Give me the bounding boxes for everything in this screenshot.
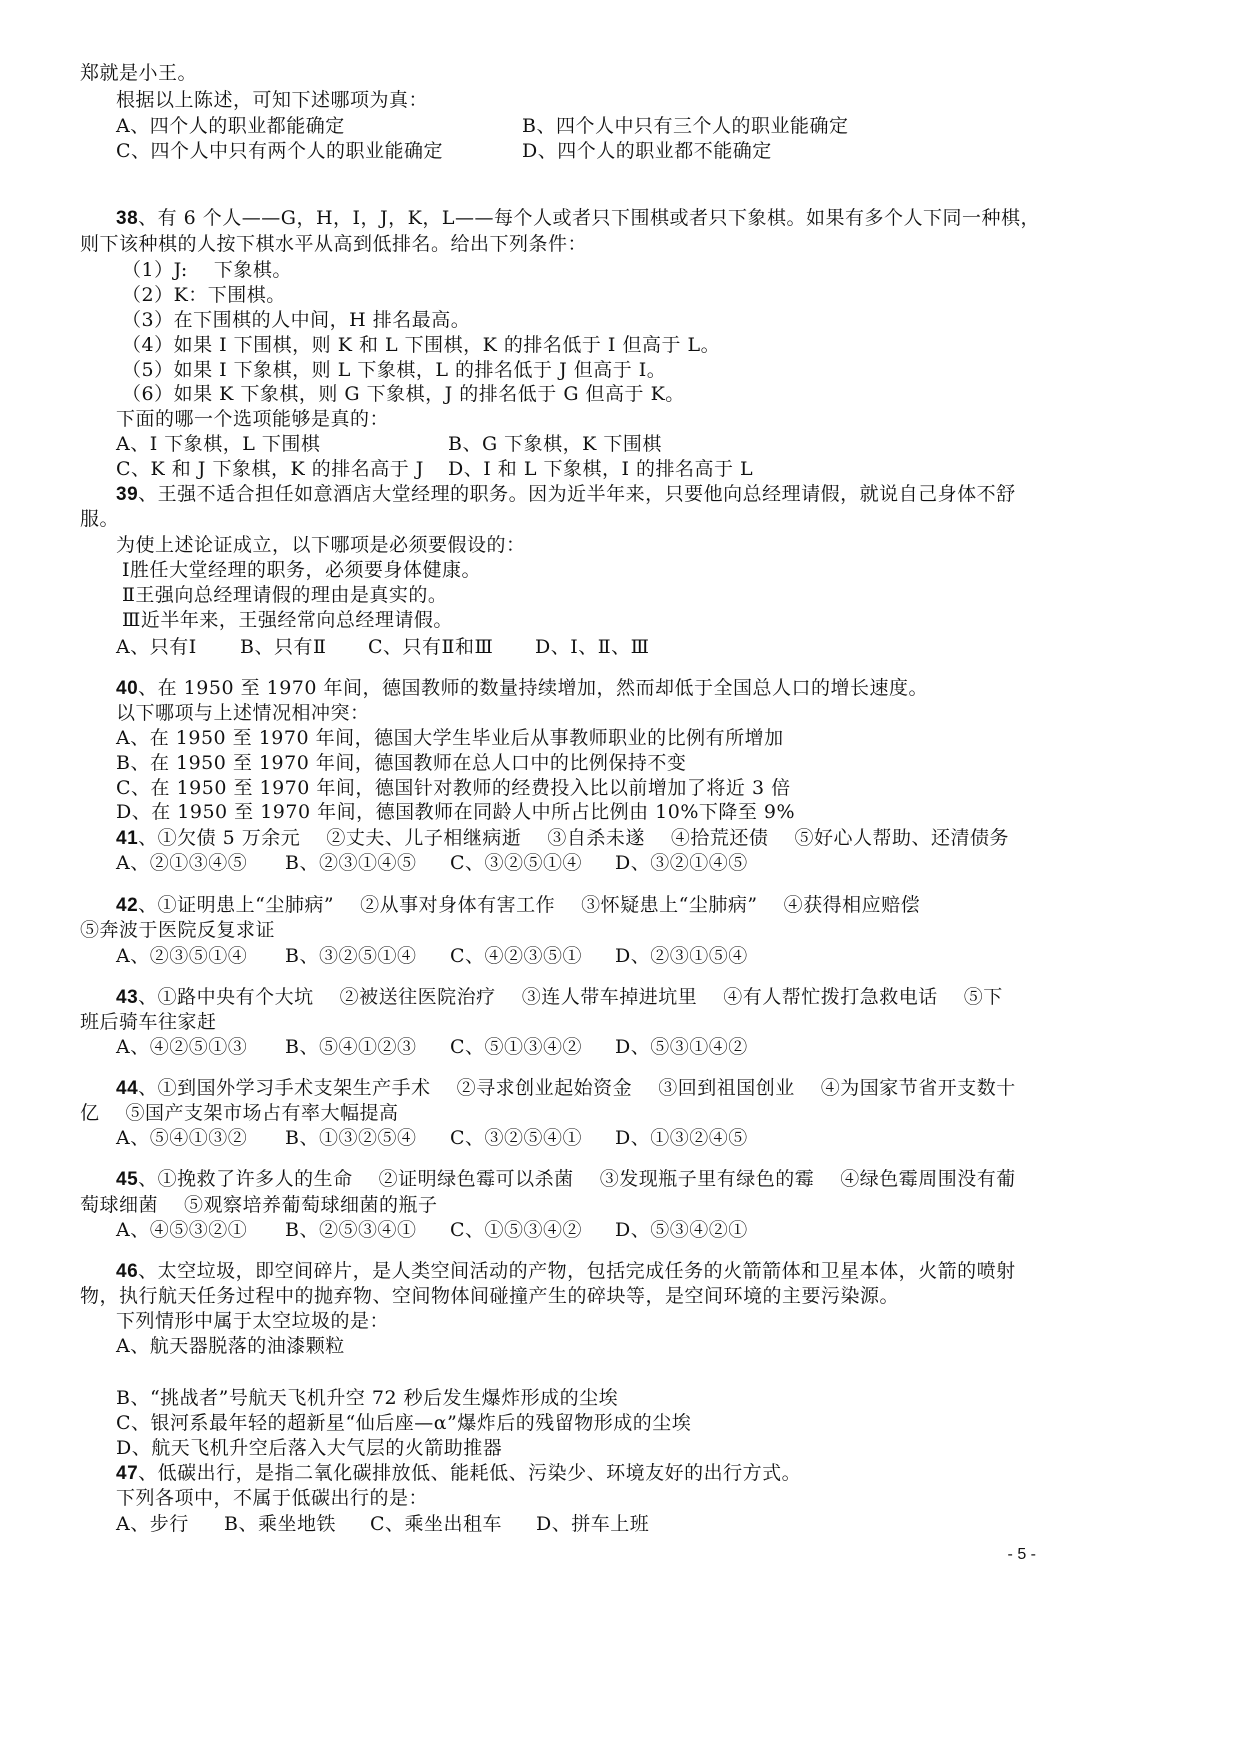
option-d: D、⑤③④②① [615, 1219, 748, 1241]
option-d: D、四个人的职业都不能确定 [522, 140, 772, 162]
statement-1: Ⅰ胜任大堂经理的职务，必须要身体健康。 [122, 559, 482, 581]
statement-2: Ⅱ王强向总经理请假的理由是真实的。 [122, 584, 448, 606]
question-text-cont: 亿 ⑤国产支架市场占有率大幅提高 [80, 1102, 399, 1124]
option-b: B、只有Ⅱ [240, 636, 327, 658]
question-text-cont: 物，执行航天任务过程中的抛弃物、空间物体间碰撞产生的碎块等，是空间环境的主要污染源。 [80, 1285, 900, 1307]
question-number: 45 [116, 1169, 139, 1190]
question-number: 41 [116, 828, 139, 849]
question-prompt: 以下哪项与上述情况相冲突： [116, 702, 370, 724]
option-b: B、G 下象棋，K 下围棋 [448, 433, 662, 455]
question-text: 、有 6 个人——G，H，I，J，K，L——每个人或者只下围棋或者只下象棋。如果有多个人下同一种棋， [138, 207, 1040, 229]
question-44 [116, 1076, 1016, 1101]
option-d: D、⑤③①④② [615, 1036, 748, 1058]
question-text: 、①证明患上“尘肺病” ②从事对身体有害工作 ③怀疑患上“尘肺病” ④获得相应赔偿 [138, 894, 921, 916]
option-c: C、四个人中只有两个人的职业能确定 [116, 140, 444, 162]
option-b: B、②③①④⑤ [285, 852, 417, 874]
option-a: A、步行 [116, 1513, 189, 1535]
question-45 [116, 1167, 1016, 1192]
option-a: A、航天器脱落的油漆颗粒 [116, 1335, 345, 1357]
condition-6: （6）如果 K 下象棋，则 G 下象棋，J 的排名低于 G 但高于 K。 [122, 383, 685, 405]
option-d: D、Ⅰ、Ⅱ、Ⅲ [535, 636, 650, 658]
condition-5: （5）如果 I 下象棋，则 L 下象棋，L 的排名低于 J 但高于 I。 [122, 359, 667, 381]
question-text: 、低碳出行，是指二氧化碳排放低、能耗低、污染少、环境友好的出行方式。 [138, 1462, 802, 1484]
question-text-cont: 班后骑车往家赶 [80, 1011, 217, 1033]
question-number: 42 [116, 895, 139, 916]
question-text-cont: 萄球细菌 ⑤观察培养葡萄球细菌的瓶子 [80, 1194, 438, 1216]
question-number: 39 [116, 484, 139, 505]
option-b: B、①③②⑤④ [285, 1127, 417, 1149]
question-text: 、在 1950 至 1970 年间，德国教师的数量持续增加，然而却低于全国总人口的增长速度。 [138, 677, 929, 699]
question-text: 、①欠债 5 万余元 ②丈夫、儿子相继病逝 ③自杀未遂 ④拾荒还债 ⑤好心人帮助、还清债务 [138, 827, 1009, 849]
question-40 [116, 676, 928, 701]
option-c: C、③②⑤④① [450, 1127, 583, 1149]
option-d: D、②③①⑤④ [615, 945, 748, 967]
option-b: B、四个人中只有三个人的职业能确定 [522, 115, 849, 137]
question-prompt: 下面的哪一个选项能够是真的： [116, 408, 390, 430]
question-number: 40 [116, 678, 139, 699]
question-43 [116, 985, 1003, 1010]
option-b: B、⑤④①②③ [285, 1036, 417, 1058]
condition-4: （4）如果 I 下围棋，则 K 和 L 下围棋，K 的排名低于 I 但高于 L。 [122, 334, 721, 356]
option-b: B、在 1950 至 1970 年间，德国教师在总人口中的比例保持不变 [116, 752, 687, 774]
option-a: A、④⑤③②① [116, 1219, 248, 1241]
option-c: C、银河系最年轻的超新星“仙后座—α”爆炸后的残留物形成的尘埃 [116, 1412, 692, 1434]
option-a: A、I 下象棋，L 下围棋 [116, 433, 321, 455]
option-d: D、在 1950 至 1970 年间，德国教师在同龄人中所占比例由 10%下降至 9% [116, 801, 796, 823]
option-d: D、拼车上班 [536, 1513, 650, 1535]
option-a: A、⑤④①③② [116, 1127, 248, 1149]
condition-1: （1）J: 下象棋。 [122, 259, 292, 281]
question-text: 、①到国外学习手术支架生产手术 ②寻求创业起始资金 ③回到祖国创业 ④为国家节省开支数十 [138, 1077, 1016, 1099]
question-number: 47 [116, 1463, 139, 1484]
question-38 [116, 206, 1040, 231]
option-c: C、①⑤③④② [450, 1219, 583, 1241]
option-c: C、③②⑤①④ [450, 852, 583, 874]
question-prompt: 根据以上陈述，可知下述哪项为真： [116, 89, 429, 111]
option-d: D、③②①④⑤ [615, 852, 748, 874]
option-a: A、②③⑤①④ [116, 945, 248, 967]
question-text-cont: 服。 [80, 508, 120, 530]
option-c: C、在 1950 至 1970 年间，德国针对教师的经费投入比以前增加了将近 3 倍 [116, 777, 791, 799]
option-b: B、“挑战者”号航天飞机升空 72 秒后发生爆炸形成的尘埃 [116, 1387, 619, 1409]
option-a: A、②①③④⑤ [116, 852, 248, 874]
option-d: D、①③②④⑤ [615, 1127, 748, 1149]
question-text: 、王强不适合担任如意酒店大堂经理的职务。因为近半年来，只要他向总经理请假，就说自己身体不舒 [138, 483, 1016, 505]
option-a: A、在 1950 至 1970 年间，德国大学生毕业后从事教师职业的比例有所增加 [116, 727, 784, 749]
option-a: A、只有Ⅰ [116, 636, 197, 658]
question-number: 43 [116, 987, 139, 1008]
option-b: B、乘坐地铁 [224, 1513, 336, 1535]
question-41 [116, 826, 1009, 851]
question-number: 44 [116, 1078, 139, 1099]
option-d: D、航天飞机升空后落入大气层的火箭助推器 [116, 1437, 503, 1459]
option-c: C、K 和 J 下象棋，K 的排名高于 J [116, 458, 424, 480]
option-c: C、⑤①③④② [450, 1036, 583, 1058]
question-prompt: 为使上述论证成立，以下哪项是必须要假设的： [116, 534, 526, 556]
option-c: C、④②③⑤① [450, 945, 583, 967]
question-42 [116, 893, 920, 918]
question-text-cont: ⑤奔波于医院反复求证 [80, 919, 276, 941]
question-text: 、太空垃圾，即空间碎片，是人类空间活动的产物，包括完成任务的火箭箭体和卫星本体，火箭的喷射 [138, 1260, 1016, 1282]
question-prompt: 下列情形中属于太空垃圾的是： [116, 1310, 390, 1332]
condition-2: （2）K：下围棋。 [122, 284, 286, 306]
question-47 [116, 1461, 801, 1486]
option-c: C、只有Ⅱ和Ⅲ [368, 636, 494, 658]
question-number: 46 [116, 1261, 139, 1282]
option-a: A、④②⑤①③ [116, 1036, 248, 1058]
question-text: 、①挽救了许多人的生命 ②证明绿色霉可以杀菌 ③发现瓶子里有绿色的霉 ④绿色霉周围没有葡 [138, 1168, 1016, 1190]
statement-3: Ⅲ近半年来，王强经常向总经理请假。 [122, 609, 453, 631]
question-39 [116, 482, 1016, 507]
page-number: - 5 - [1007, 1546, 1036, 1563]
question-prompt: 下列各项中，不属于低碳出行的是： [116, 1487, 429, 1509]
option-b: B、③②⑤①④ [285, 945, 417, 967]
question-text-cont: 则下该种棋的人按下棋水平从高到低排名。给出下列条件： [80, 233, 588, 255]
question-number: 38 [116, 208, 139, 229]
text-line: 郑就是小王。 [80, 62, 198, 84]
option-d: D、I 和 L 下象棋，I 的排名高于 L [448, 458, 754, 480]
question-46 [116, 1259, 1016, 1284]
option-b: B、②⑤③④① [285, 1219, 417, 1241]
option-c: C、乘坐出租车 [370, 1513, 503, 1535]
question-text: 、①路中央有个大坑 ②被送往医院治疗 ③连人带车掉进坑里 ④有人帮忙拨打急救电话 ⑤下 [138, 986, 1003, 1008]
option-a: A、四个人的职业都能确定 [116, 115, 345, 137]
condition-3: （3）在下围棋的人中间，H 排名最高。 [122, 309, 471, 331]
